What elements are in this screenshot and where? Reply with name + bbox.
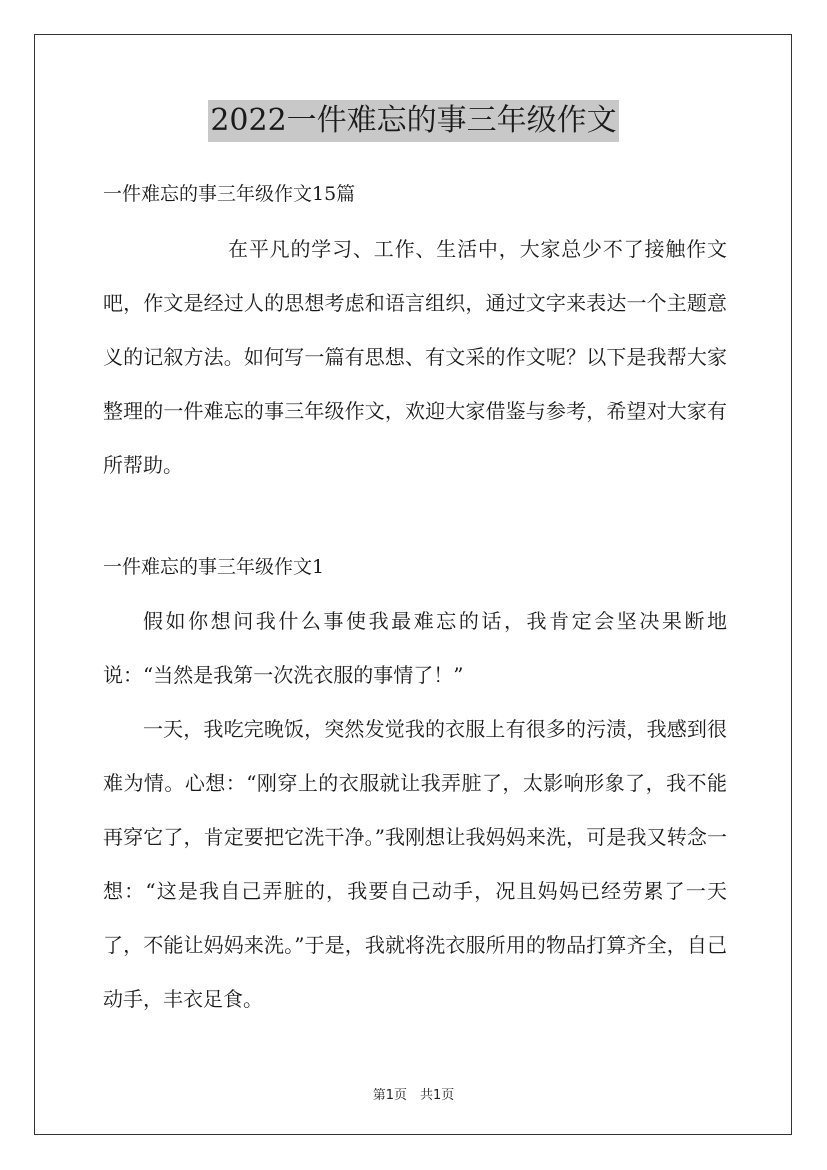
essay-paragraph-2: 一天，我吃完晚饭，突然发觉我的衣服上有很多的污渍，我感到很难为情。心想：“刚穿上的衣服就让我弄脏了，太影响形象了，我不能再穿它了，肯定要把它洗干净。”我刚想让我妈妈来洗，可是我又转念一想：“这是我自己弄脏的，我要自己动手，况且妈妈已经劳累了一天了，不能让妈妈来洗。”于是，我就将洗衣服所用的物品打算齐全，自己动手，丰衣足食。 [103,717,727,1011]
intro-paragraph: 在平凡的学习、工作、生活中，大家总少不了接触作文吧，作文是经过人的思想考虑和语言组织，通过文字来表达一个主题意义的记叙方法。如何写一篇有思想、有文采的作文呢？以下是我帮大家整理的一件难忘的事三年级作文，欢迎大家借鉴与参考，希望对大家有所帮助。 [103,237,727,477]
page-footer [0,1084,827,1103]
document-body [103,177,727,1026]
document-title: 2022一件难忘的事三年级作文 [208,100,618,142]
section-heading: 一件难忘的事三年级作文1 [103,556,325,578]
document-subtitle: 一件难忘的事三年级作文15篇 [103,183,356,205]
page-number-label: 第1页 共1页 [372,1088,455,1103]
essay-paragraph-1: 假如你想问我什么事使我最难忘的话，我肯定会坚决果断地说：“当然是我第一次洗衣服的事情了！” [103,609,727,687]
title-container [0,100,827,142]
